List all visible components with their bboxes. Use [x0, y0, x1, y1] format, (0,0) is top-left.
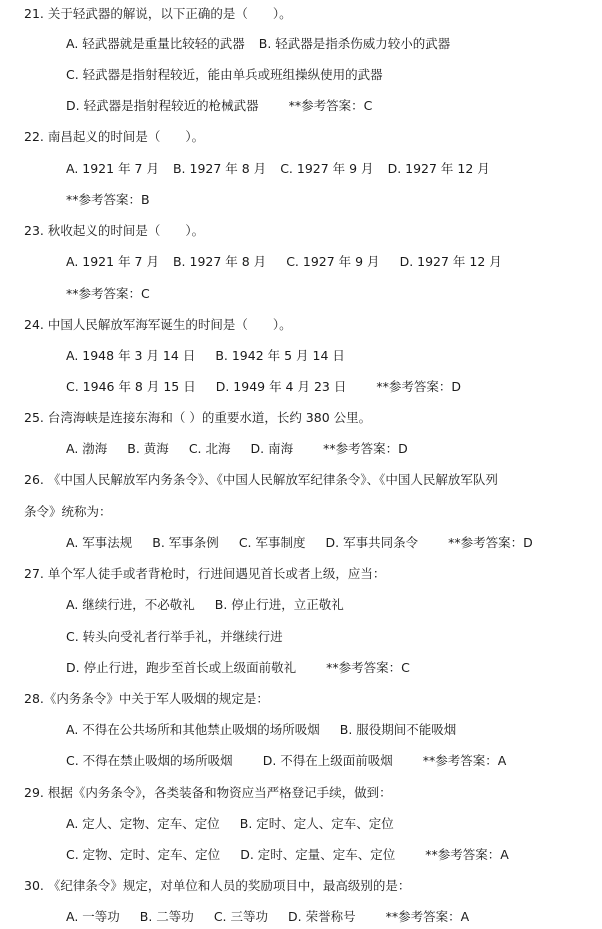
question-stem: 30. 《纪律条令》规定，对单位和人员的奖励项目中，最高级别的是： [24, 878, 411, 893]
option-row [66, 379, 461, 395]
answer-key: **参考答案：C [66, 286, 150, 301]
option-item: C. 1946 年 8 月 15 日 [66, 379, 196, 394]
option-item: D. 定时、定量、定车、定位 [240, 847, 396, 862]
option-item: A. 军事法规 [66, 535, 133, 550]
question-stem: 27. 单个军人徒手或者背枪时，行进间遇见首长或者上级，应当： [24, 566, 386, 581]
option-item: D. 1927 年 12 月 [399, 254, 502, 269]
option-item: B. 1927 年 8 月 [172, 254, 267, 269]
option-item: A. 渤海 [66, 441, 108, 456]
option-item: A. 一等功 [66, 909, 120, 924]
answer-key: **参考答案：A [425, 847, 509, 862]
question-stem: 28.《内务条令》中关于军人吸烟的规定是： [24, 691, 269, 706]
option-item: B. 定时、定人、定车、定位 [239, 816, 394, 831]
option-row [66, 67, 383, 83]
option-item: D. 不得在上级面前吸烟 [262, 753, 393, 768]
option-row [66, 722, 456, 738]
answer-key: **参考答案：B [66, 192, 150, 207]
question-stem: 26. 《中国人民解放军内务条令》、《中国人民解放军纪律条令》、《中国人民解放军队列 [24, 472, 498, 487]
question-stem-continued: 条令》统称为： [24, 504, 112, 519]
question-stem: 24. 中国人民解放军海军诞生的时间是（ ）。 [24, 317, 292, 332]
option-row [66, 441, 408, 457]
option-item: D. 荣誉称号 [288, 909, 356, 924]
option-item: C. 轻武器是指射程较近，能由单兵或班组操纵使用的武器 [66, 67, 383, 82]
option-item: A. 1921 年 7 月 [66, 161, 159, 176]
option-item: C. 1927 年 9 月 [280, 161, 374, 176]
option-item: D. 1927 年 12 月 [387, 161, 490, 176]
option-item: D. 停止行进，跑步至首长或上级面前敬礼 [66, 660, 297, 675]
answer-key: **参考答案：A [385, 909, 470, 924]
option-item: A. 继续行进，不必敬礼 [66, 597, 195, 612]
question-stem: 29. 根据《内务条令》，各类装备和物资应当严格登记手续，做到： [24, 785, 392, 800]
answer-key: **参考答案：D [323, 441, 408, 456]
option-row [66, 660, 410, 676]
option-item: C. 转头向受礼者行举手礼，并继续行进 [66, 629, 283, 644]
question-stem: 23. 秋收起义的时间是（ ）。 [24, 223, 205, 238]
option-item: B. 停止行进，立正敬礼 [214, 597, 344, 612]
answer-key: **参考答案：A [422, 753, 507, 768]
option-item: D. 轻武器是指射程较近的枪械武器 [66, 98, 259, 113]
answer-key: **参考答案：C [326, 660, 410, 675]
option-row [66, 348, 345, 364]
option-row [66, 98, 372, 114]
option-row [66, 535, 533, 551]
option-item: A. 1948 年 3 月 14 日 [66, 348, 196, 363]
option-item: B. 轻武器是指杀伤威力较小的武器 [258, 36, 451, 51]
option-row [66, 286, 150, 302]
answer-key: **参考答案：C [288, 98, 373, 113]
option-row [66, 36, 450, 52]
option-item: A. 轻武器就是重量比较轻的武器 [66, 36, 245, 51]
option-item: C. 不得在禁止吸烟的场所吸烟 [66, 753, 233, 768]
answer-key: **参考答案：D [448, 535, 533, 550]
option-row [66, 629, 283, 645]
question-stem: 22. 南昌起义的时间是（ ）。 [24, 129, 205, 144]
option-item: A. 定人、定物、定车、定位 [66, 816, 220, 831]
option-row [66, 816, 394, 832]
option-item: D. 南海 [250, 441, 294, 456]
option-item: A. 不得在公共场所和其他禁止吸烟的场所吸烟 [66, 722, 320, 737]
option-row [66, 909, 469, 925]
option-item: C. 定物、定时、定车、定位 [66, 847, 221, 862]
question-stem: 25. 台湾海峡是连接东海和（ ）的重要水道，长约 380 公里。 [24, 410, 372, 425]
option-item: B. 1942 年 5 月 14 日 [215, 348, 345, 363]
option-item: B. 二等功 [139, 909, 194, 924]
option-row [66, 254, 502, 270]
option-item: C. 1927 年 9 月 [286, 254, 380, 269]
option-row [66, 597, 344, 613]
option-row [66, 161, 490, 177]
option-item: D. 军事共同条令 [325, 535, 419, 550]
option-row [66, 847, 509, 863]
option-item: B. 服役期间不能吸烟 [339, 722, 457, 737]
option-item: D. 1949 年 4 月 23 日 [215, 379, 347, 394]
option-item: B. 1927 年 8 月 [172, 161, 267, 176]
option-item: B. 军事条例 [152, 535, 219, 550]
question-stem: 21. 关于轻武器的解说，以下正确的是（ ）。 [24, 6, 292, 21]
answer-key: **参考答案：D [376, 379, 461, 394]
option-row [66, 753, 506, 769]
option-item: C. 军事制度 [238, 535, 306, 550]
option-item: C. 三等功 [213, 909, 268, 924]
option-item: C. 北海 [188, 441, 231, 456]
option-row [66, 192, 150, 208]
option-item: A. 1921 年 7 月 [66, 254, 159, 269]
option-item: B. 黄海 [127, 441, 169, 456]
